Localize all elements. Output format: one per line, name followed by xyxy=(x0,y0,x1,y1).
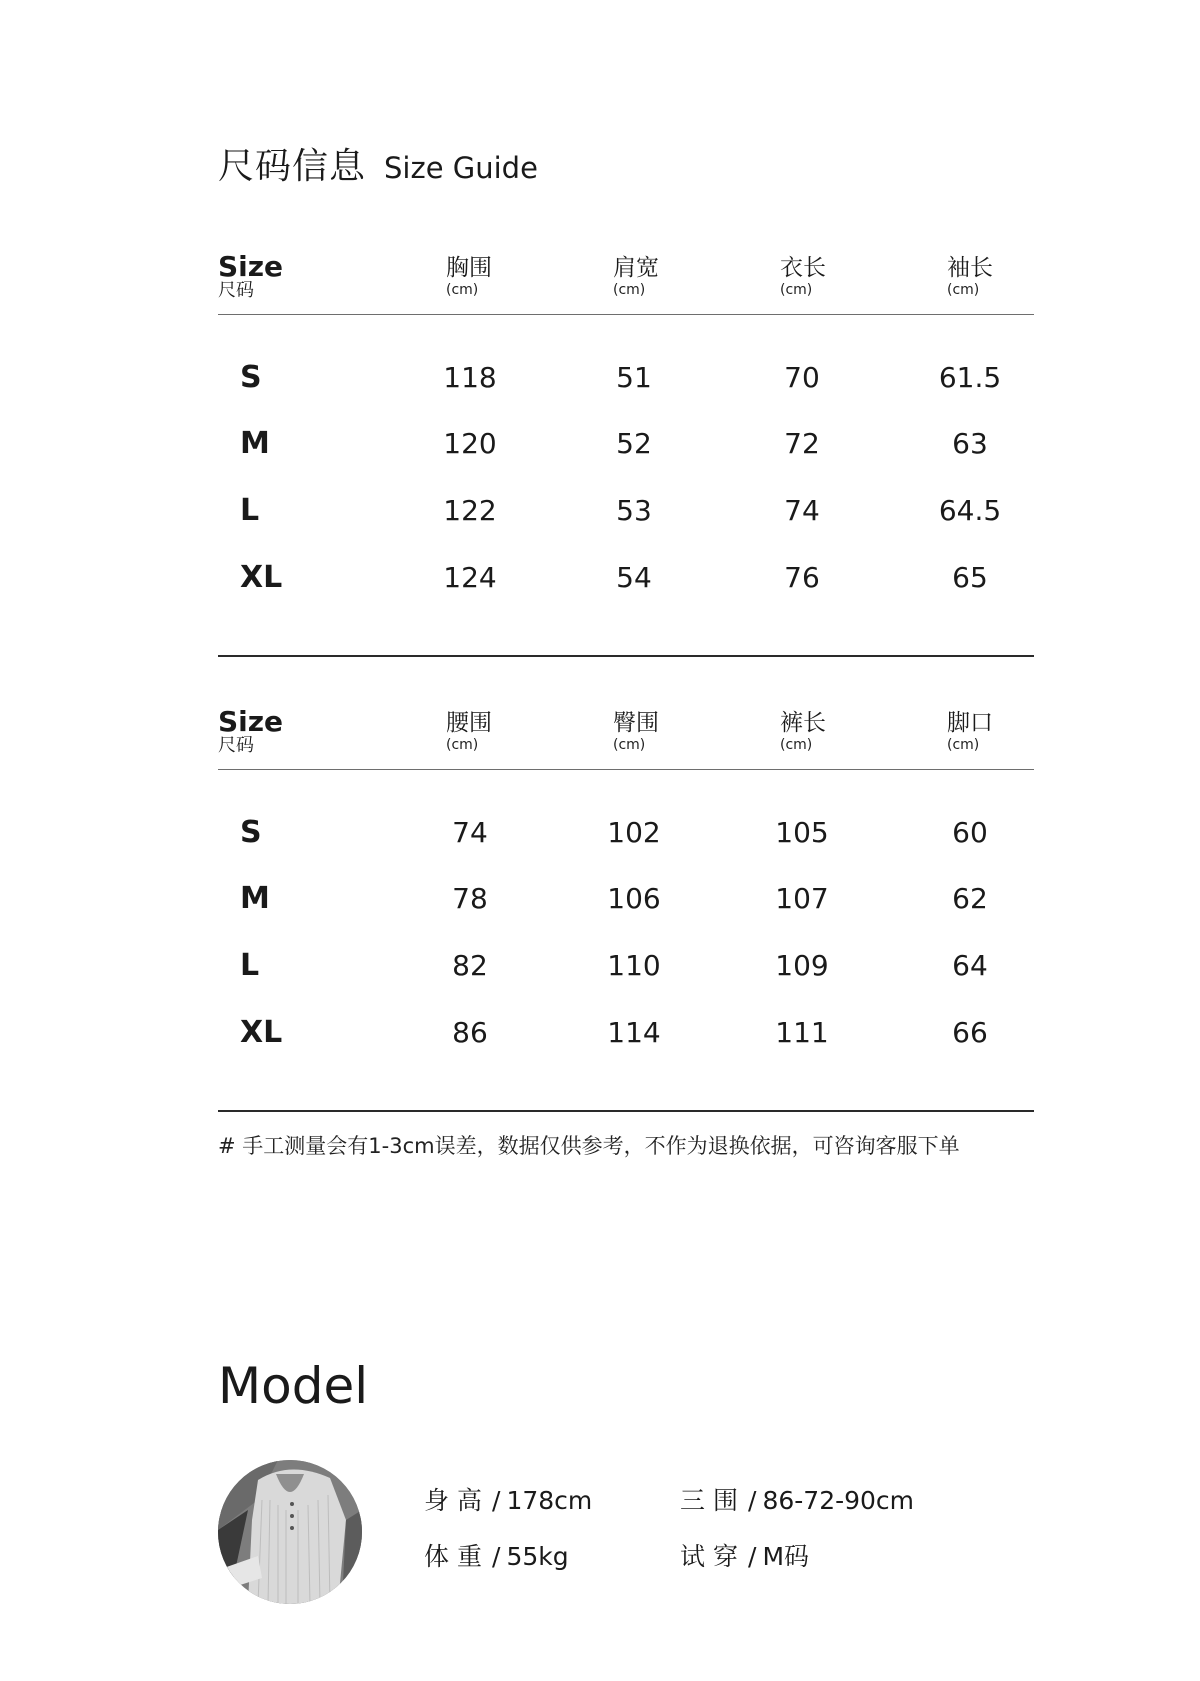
measurements-label: 三围 xyxy=(680,1486,747,1515)
column-header-pants-length xyxy=(780,710,826,754)
value-cell: 111 xyxy=(775,1016,829,1049)
separator: / xyxy=(748,1542,757,1571)
value-cell: 51 xyxy=(616,361,652,394)
size-header-cn: 尺码 xyxy=(218,280,254,301)
size-cell: XL xyxy=(240,1015,283,1050)
size-header-en: Size xyxy=(218,705,284,738)
column-unit: (cm) xyxy=(947,737,980,753)
table-row xyxy=(218,558,1034,598)
column-unit: (cm) xyxy=(613,282,646,298)
value-cell: 76 xyxy=(784,561,820,594)
column-unit: (cm) xyxy=(446,282,479,298)
measurements-value: 86-72-90cm xyxy=(762,1486,915,1515)
title-en: Size Guide xyxy=(384,151,538,185)
value-cell: 120 xyxy=(443,427,497,460)
model-measurements xyxy=(680,1484,914,1518)
model-avatar xyxy=(218,1460,362,1604)
model-tryon-size xyxy=(680,1540,809,1574)
size-header-en: Size xyxy=(218,250,284,283)
value-cell: 110 xyxy=(607,949,661,982)
title-cn: 尺码信息 xyxy=(218,146,367,187)
value-cell: 109 xyxy=(775,949,829,982)
value-cell: 74 xyxy=(452,816,488,849)
value-cell: 66 xyxy=(952,1016,988,1049)
value-cell: 122 xyxy=(443,494,497,527)
section-divider xyxy=(218,655,1034,657)
value-cell: 105 xyxy=(775,816,829,849)
size-cell: XL xyxy=(240,560,283,595)
model-weight xyxy=(424,1540,569,1574)
size-cell: M xyxy=(240,881,270,916)
table-header xyxy=(218,250,1034,315)
model-photo-image xyxy=(218,1460,362,1604)
table-header xyxy=(218,705,1034,770)
table-row xyxy=(218,813,1034,853)
value-cell: 107 xyxy=(775,882,829,915)
separator: / xyxy=(492,1486,501,1515)
value-cell: 54 xyxy=(616,561,652,594)
value-cell: 61.5 xyxy=(938,361,1002,394)
column-label: 衣长 xyxy=(780,255,826,281)
column-label: 臀围 xyxy=(613,710,659,736)
value-cell: 118 xyxy=(443,361,497,394)
table-row xyxy=(218,358,1034,398)
weight-label: 体重 xyxy=(424,1542,491,1571)
value-cell: 65 xyxy=(952,561,988,594)
column-header-shoulder xyxy=(613,255,659,299)
value-cell: 78 xyxy=(452,882,488,915)
value-cell: 63 xyxy=(952,427,988,460)
value-cell: 82 xyxy=(452,949,488,982)
table-row xyxy=(218,946,1034,986)
column-header-chest xyxy=(446,255,492,299)
value-cell: 62 xyxy=(952,882,988,915)
column-header-hip xyxy=(613,710,659,754)
value-cell: 72 xyxy=(784,427,820,460)
column-unit: (cm) xyxy=(780,282,813,298)
value-cell: 52 xyxy=(616,427,652,460)
size-cell: S xyxy=(240,360,262,395)
value-cell: 102 xyxy=(607,816,661,849)
value-cell: 114 xyxy=(607,1016,661,1049)
separator: / xyxy=(748,1486,757,1515)
size-cell: S xyxy=(240,815,262,850)
column-unit: (cm) xyxy=(613,737,646,753)
column-header-length xyxy=(780,255,826,299)
column-label: 裤长 xyxy=(780,710,826,736)
column-unit: (cm) xyxy=(446,737,479,753)
column-header-waist xyxy=(446,710,492,754)
column-label: 肩宽 xyxy=(613,255,659,281)
separator: / xyxy=(492,1542,501,1571)
size-cell: L xyxy=(240,948,260,983)
model-title: Model xyxy=(218,1357,369,1415)
measurement-note: # 手工测量会有1-3cm误差，数据仅供参考，不作为退换依据，可咨询客服下单 xyxy=(218,1134,960,1158)
column-label: 袖长 xyxy=(947,255,993,281)
column-label: 腰围 xyxy=(446,710,492,736)
value-cell: 60 xyxy=(952,816,988,849)
size-cell: M xyxy=(240,426,270,461)
size-column-header xyxy=(218,705,284,756)
value-cell: 53 xyxy=(616,494,652,527)
height-value: 178cm xyxy=(506,1486,593,1515)
value-cell: 70 xyxy=(784,361,820,394)
weight-value: 55kg xyxy=(506,1542,569,1571)
column-unit: (cm) xyxy=(947,282,980,298)
section-divider xyxy=(218,1110,1034,1112)
page-title xyxy=(218,138,538,189)
value-cell: 106 xyxy=(607,882,661,915)
size-header-cn: 尺码 xyxy=(218,735,254,756)
table-row xyxy=(218,491,1034,531)
column-unit: (cm) xyxy=(780,737,813,753)
tryon-label: 试穿 xyxy=(680,1542,747,1571)
value-cell: 124 xyxy=(443,561,497,594)
table-row xyxy=(218,879,1034,919)
table-body xyxy=(218,315,1034,655)
value-cell: 74 xyxy=(784,494,820,527)
model-height xyxy=(424,1484,592,1518)
column-header-sleeve xyxy=(947,255,993,299)
table-row xyxy=(218,1013,1034,1053)
table-row xyxy=(218,424,1034,464)
size-column-header xyxy=(218,250,284,301)
top-size-table xyxy=(218,250,1034,655)
tryon-value: M码 xyxy=(762,1542,810,1571)
size-cell: L xyxy=(240,493,260,528)
bottom-size-table xyxy=(218,705,1034,1110)
column-label: 脚口 xyxy=(947,710,993,736)
value-cell: 86 xyxy=(452,1016,488,1049)
column-label: 胸围 xyxy=(446,255,492,281)
value-cell: 64 xyxy=(952,949,988,982)
table-body xyxy=(218,770,1034,1110)
height-label: 身高 xyxy=(424,1486,491,1515)
value-cell: 64.5 xyxy=(938,494,1002,527)
column-header-leg-opening xyxy=(947,710,993,754)
